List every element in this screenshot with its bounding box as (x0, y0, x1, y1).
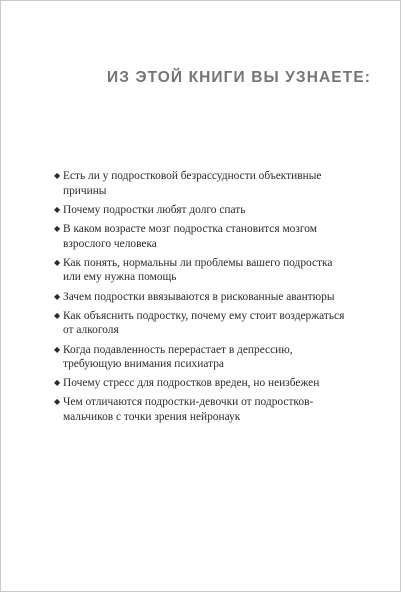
list-item (53, 290, 353, 305)
topics-list (53, 169, 353, 429)
list-item-text: Как понять, нормальны ли проблемы вашего подростка или ему нужна помощь (63, 256, 333, 284)
diamond-bullet-icon: ◆ (54, 291, 61, 301)
list-item (53, 169, 353, 198)
list-item-text: Почему стресс для подростков вреден, но неизбежен (63, 377, 320, 390)
diamond-bullet-icon: ◆ (54, 257, 61, 267)
diamond-bullet-icon: ◆ (54, 378, 61, 388)
diamond-bullet-icon: ◆ (54, 171, 61, 180)
list-item-text: Почему подростки любят долго спать (63, 203, 246, 216)
list-item (53, 376, 353, 391)
list-item-text: Когда подавленность перерастает в депрессию, требующую внимания психиатра (63, 343, 293, 371)
list-item (53, 203, 353, 218)
list-item (53, 256, 353, 285)
list-item-text: Чем отличаются подростки-девочки от подростков-мальчиков с точки зрения нейронаук (63, 396, 314, 424)
diamond-bullet-icon: ◆ (54, 310, 61, 320)
diamond-bullet-icon: ◆ (54, 223, 61, 233)
list-item-text: Зачем подростки ввязываются в рискованные авантюры (63, 290, 335, 303)
list-item-text: Как объяснить подростку, почему ему стоит воздержаться от алкоголя (63, 309, 345, 337)
diamond-bullet-icon: ◆ (54, 397, 61, 407)
diamond-bullet-icon: ◆ (54, 344, 61, 354)
list-item-text: В каком возрасте мозг подростка становится мозгом взрослого человека (63, 222, 317, 250)
diamond-bullet-icon: ◆ (54, 204, 61, 214)
list-item (53, 309, 353, 338)
page-heading: ИЗ ЭТОЙ КНИГИ ВЫ УЗНАЕТЕ: (107, 69, 372, 86)
list-item (53, 343, 353, 372)
list-item (53, 222, 353, 251)
list-item-text: Есть ли у подростковой безрассудности объективные причины (63, 170, 322, 197)
list-item (53, 395, 353, 424)
